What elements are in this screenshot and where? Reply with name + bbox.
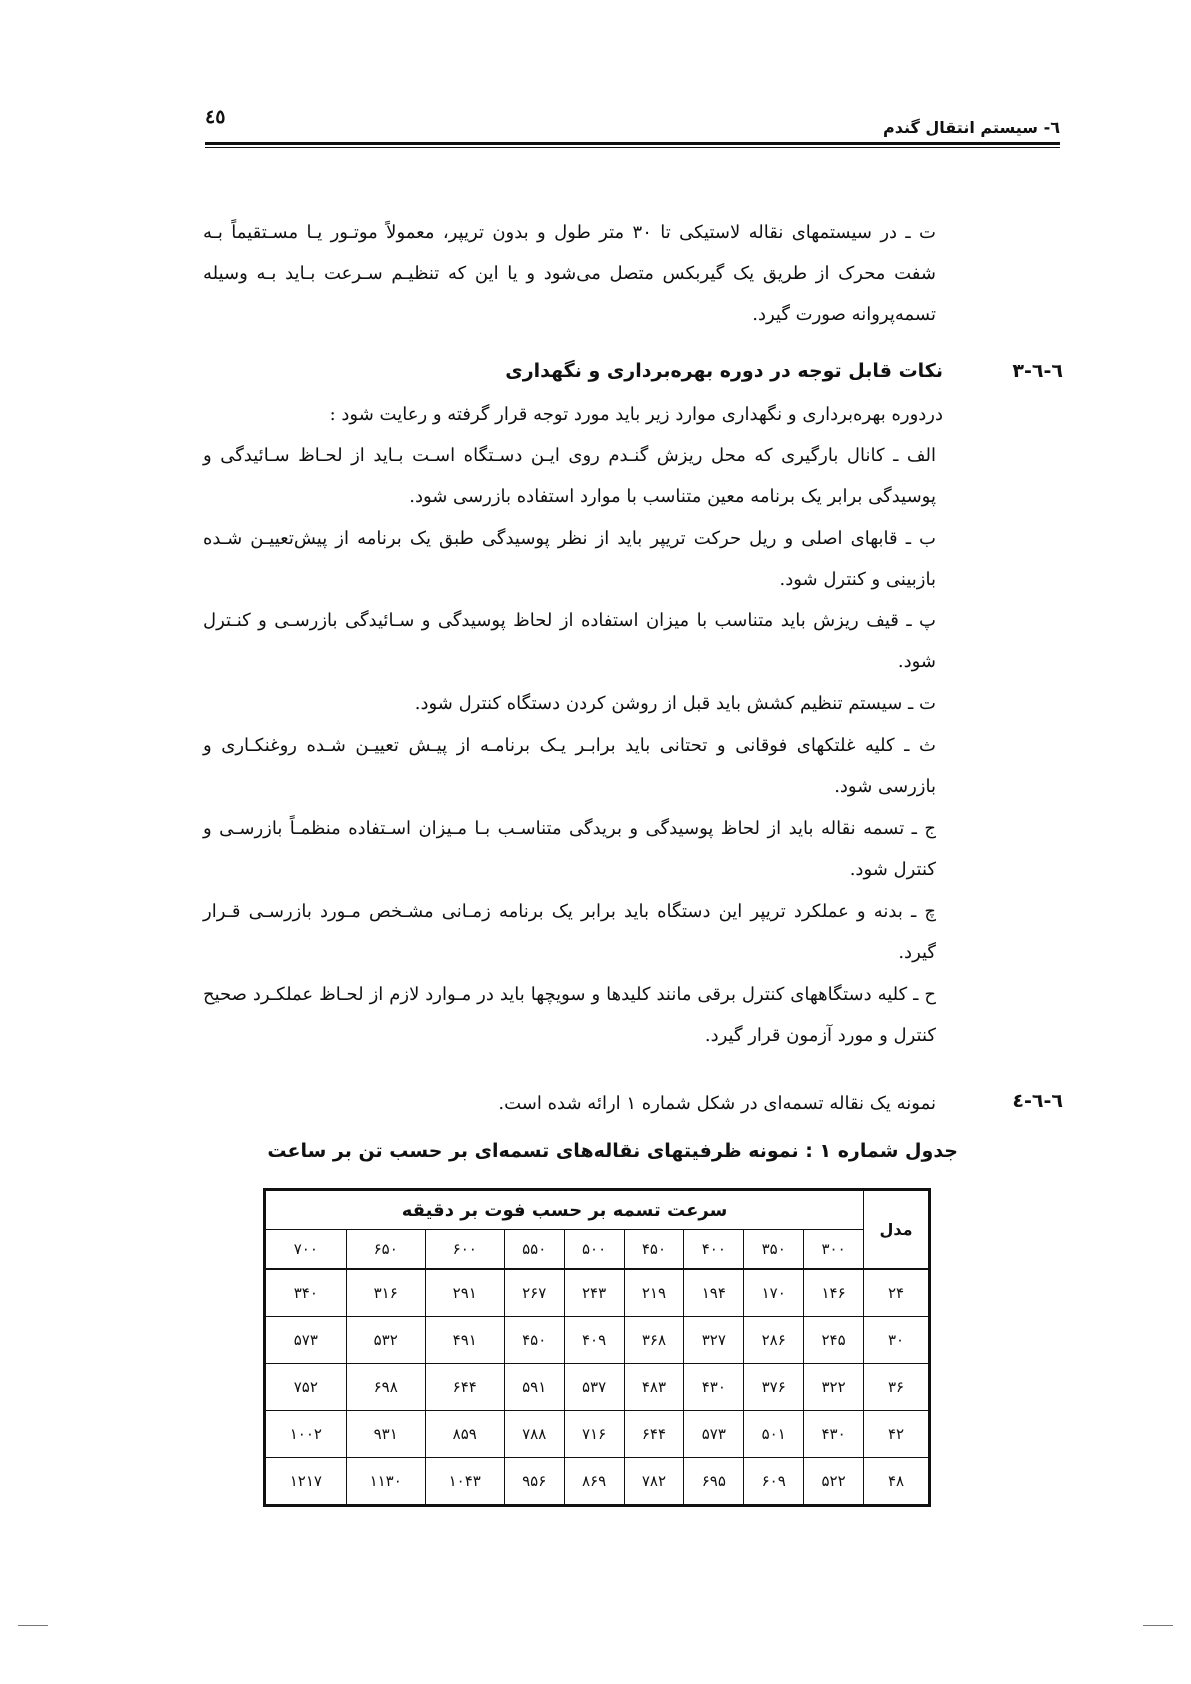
table-row bbox=[265, 1411, 930, 1458]
table-cell: ۳۷۶ bbox=[744, 1364, 804, 1411]
table-cell: ۳۲۷ bbox=[684, 1317, 744, 1364]
section-intro: دردوره بهره‌برداری و نگهداری موارد زیر باید مورد توجه قرار گرفته و رعایت شود : bbox=[329, 404, 943, 425]
header-rule-thin bbox=[205, 147, 1060, 148]
list-item-marker: چ ـ bbox=[910, 901, 936, 922]
table-cell: ۵۹۱ bbox=[504, 1364, 564, 1411]
table-cell: ۴۵۰ bbox=[504, 1317, 564, 1364]
table-caption: جدول شماره ۱ : نمونه ظرفیتهای نقاله‌های تسمه‌ای بر حسب تن بر ساعت bbox=[267, 1140, 958, 1162]
table-cell: ۱۴۶ bbox=[804, 1269, 864, 1317]
table-cell: ۳۱۶ bbox=[346, 1269, 425, 1317]
model-cell: ۴۸ bbox=[864, 1458, 930, 1506]
chapter-title: ٦- سیستم انتقال گندم bbox=[883, 118, 1060, 137]
margin-mark bbox=[18, 1625, 48, 1626]
table-cell: ۴۰۹ bbox=[564, 1317, 624, 1364]
list-item-marker: ث ـ bbox=[904, 735, 936, 756]
table-row bbox=[265, 1269, 930, 1317]
table-cell: ۵۲۲ bbox=[804, 1458, 864, 1506]
list-item bbox=[203, 518, 936, 600]
list-item bbox=[203, 891, 936, 973]
table-cell: ۵۳۲ bbox=[346, 1317, 425, 1364]
table-cell: ۵۳۷ bbox=[564, 1364, 624, 1411]
table-cell: ۶۴۴ bbox=[425, 1364, 504, 1411]
table-row bbox=[265, 1317, 930, 1364]
section-text: نمونه یک نقاله تسمه‌ای در شکل شماره ۱ ارائه شده است. bbox=[498, 1093, 936, 1114]
list-item-text: کلیه دستگاههای کنترل برقی مانند کلیدها و سویچها باید در مـوارد لازم از لحـاظ عملکـرد صحیح کنترل و مورد آزمون قرار گیرد. bbox=[203, 984, 936, 1046]
table-cell: ۵۷۳ bbox=[684, 1411, 744, 1458]
section-number: ٦-٦-٣ bbox=[1012, 360, 1063, 382]
model-cell: ۴۲ bbox=[864, 1411, 930, 1458]
table-row bbox=[265, 1458, 930, 1506]
list-item bbox=[203, 683, 936, 724]
table-cell: ۴۳۰ bbox=[684, 1364, 744, 1411]
table-cell: ۵۰۱ bbox=[744, 1411, 804, 1458]
intro-list-item bbox=[203, 212, 936, 335]
table-cell: ۱۰۴۳ bbox=[425, 1458, 504, 1506]
table-cell: ۷۱۶ bbox=[564, 1411, 624, 1458]
table-cell: ۴۳۰ bbox=[804, 1411, 864, 1458]
table-cell: ۲۱۹ bbox=[624, 1269, 684, 1317]
capacity-table bbox=[263, 1188, 931, 1507]
section-number: ٦-٦-٤ bbox=[1012, 1090, 1063, 1112]
table-cell: ۴۹۱ bbox=[425, 1317, 504, 1364]
table-cell: ۴۸۳ bbox=[624, 1364, 684, 1411]
speed-header-cell: ۵۰۰ bbox=[564, 1230, 624, 1270]
table-cell: ۲۹۱ bbox=[425, 1269, 504, 1317]
table-cell: ۲۴۵ bbox=[804, 1317, 864, 1364]
header-rule bbox=[205, 142, 1060, 145]
list-item-marker: پ ـ bbox=[906, 610, 936, 631]
margin-mark bbox=[1143, 1625, 1173, 1626]
speed-header-cell: ۵۵۰ bbox=[504, 1230, 564, 1270]
speed-header-cell: ۳۰۰ bbox=[804, 1230, 864, 1270]
table-cell: ۳۴۰ bbox=[265, 1269, 347, 1317]
table-cell: ۷۵۲ bbox=[265, 1364, 347, 1411]
list-item-marker: ج ـ bbox=[911, 818, 936, 839]
table-cell: ۶۴۴ bbox=[624, 1411, 684, 1458]
speed-header-cell: ۶۵۰ bbox=[346, 1230, 425, 1270]
speed-header-row bbox=[265, 1230, 930, 1270]
model-cell: ۲۴ bbox=[864, 1269, 930, 1317]
list-item-text: سیستم تنظیم کشش باید قبل از روشن کردن دستگاه کنترل شود. bbox=[414, 693, 903, 714]
list-item-marker: ت ـ bbox=[905, 222, 936, 243]
list-item-text: قیف ریزش باید متناسب با میزان استفاده از لحاظ پوسیدگی و سـائیدگی بازرسـی و کنـترل شود. bbox=[203, 610, 936, 672]
speed-header-cell: ۴۵۰ bbox=[624, 1230, 684, 1270]
table-cell: ۱۷۰ bbox=[744, 1269, 804, 1317]
table-cell: ۷۸۲ bbox=[624, 1458, 684, 1506]
list-item-text: در سیستمهای نقاله لاستیکی تا ۳۰ متر طول و بدون تریپر، معمولاً موتـور یـا مسـتقیماً بـه شفت محرک از طریق یک گیربکس متصل می‌شود و یا این که تنظیـم سـرعت بـاید بـه وسیله تسمه‌پروانه صورت گیرد. bbox=[203, 222, 936, 325]
table-cell: ۳۶۸ bbox=[624, 1317, 684, 1364]
table-cell: ۲۴۳ bbox=[564, 1269, 624, 1317]
list-item-marker: ح ـ bbox=[913, 984, 936, 1005]
speed-header-cell: ۳۵۰ bbox=[744, 1230, 804, 1270]
list-item-text: کانال بارگیری که محل ریزش گنـدم روی ایـن دسـتگاه اسـت بـاید از لحـاظ سـائیدگی و پوسیدگی برابر یک برنامه معین متناسب با موارد استفاده بازرسی شود. bbox=[203, 445, 936, 507]
model-cell: ۳۰ bbox=[864, 1317, 930, 1364]
table-cell: ۱۰۰۲ bbox=[265, 1411, 347, 1458]
speed-group-header: سرعت تسمه بر حسب فوت بر دقیقه bbox=[265, 1190, 864, 1230]
list-item-marker: الف ـ bbox=[893, 445, 936, 466]
table-cell: ۶۰۹ bbox=[744, 1458, 804, 1506]
table-cell: ۶۹۸ bbox=[346, 1364, 425, 1411]
table-cell: ۵۷۳ bbox=[265, 1317, 347, 1364]
section-title: نکات قابل توجه در دوره بهره‌برداری و نگهداری bbox=[505, 360, 943, 382]
table-cell: ۳۲۲ bbox=[804, 1364, 864, 1411]
list-item bbox=[203, 974, 936, 1056]
speed-header-cell: ۷۰۰ bbox=[265, 1230, 347, 1270]
table-cell: ۲۶۷ bbox=[504, 1269, 564, 1317]
list-item bbox=[203, 725, 936, 807]
table-cell: ۷۸۸ bbox=[504, 1411, 564, 1458]
table-cell: ۸۵۹ bbox=[425, 1411, 504, 1458]
list-item-text: بدنه و عملکرد تریپر این دستگاه باید برابر یک برنامه زمـانی مشـخص مـورد بازرسـی قـرار گیرد. bbox=[203, 901, 936, 963]
list-item-text: قابهای اصلی و ریل حرکت تریپر باید از نظر پوسیدگی طبق یک برنامه از پیش‌تعییـن شـده بازبینی و کنترل شود. bbox=[203, 528, 936, 590]
list-item bbox=[203, 808, 936, 890]
table-cell: ۱۱۳۰ bbox=[346, 1458, 425, 1506]
table-cell: ۸۶۹ bbox=[564, 1458, 624, 1506]
model-column-header: مدل bbox=[864, 1190, 930, 1270]
speed-header-cell: ۶۰۰ bbox=[425, 1230, 504, 1270]
table-cell: ۱۹۴ bbox=[684, 1269, 744, 1317]
list-item bbox=[203, 600, 936, 682]
list-item-text: کلیه غلتکهای فوقانی و تحتانی باید برابـر یـک برنامـه از پیـش تعییـن شـده روغنکـاری و بازرسی شود. bbox=[203, 735, 936, 797]
list-item-text: تسمه نقاله باید از لحاظ پوسیدگی و بریدگی متناسـب بـا مـیزان اسـتفاده منظمـاً بازرسـی و کنترل شود. bbox=[203, 818, 936, 880]
list-item-marker: ب ـ bbox=[905, 528, 936, 549]
table-cell: ۹۵۶ bbox=[504, 1458, 564, 1506]
table-header-row bbox=[265, 1190, 930, 1230]
model-cell: ۳۶ bbox=[864, 1364, 930, 1411]
list-item bbox=[203, 435, 936, 517]
table-cell: ۶۹۵ bbox=[684, 1458, 744, 1506]
table-cell: ۹۳۱ bbox=[346, 1411, 425, 1458]
speed-header-cell: ۴۰۰ bbox=[684, 1230, 744, 1270]
page-header bbox=[205, 100, 1060, 140]
list-item-marker: ت ـ bbox=[908, 693, 936, 714]
table-cell: ۲۸۶ bbox=[744, 1317, 804, 1364]
page-number: ٤٥ bbox=[205, 106, 226, 128]
table-row bbox=[265, 1364, 930, 1411]
table-cell: ۱۲۱۷ bbox=[265, 1458, 347, 1506]
